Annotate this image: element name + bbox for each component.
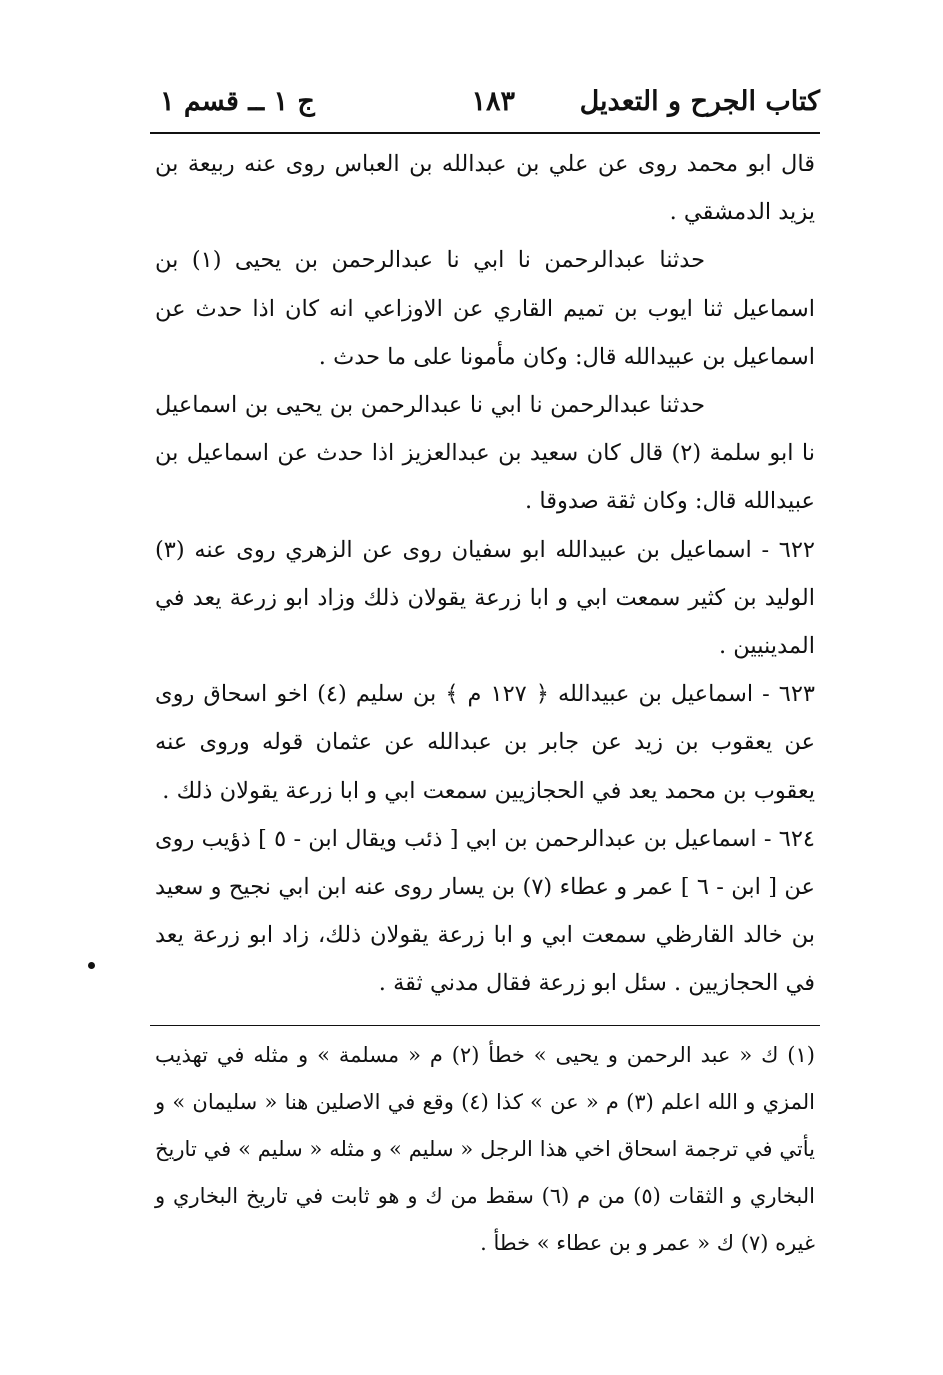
footnotes-text: (١) ك « عبد الرحمن و يحيى » خطأ (٢) م « مسلمة » و مثله في تهذيب المزي و الله اعلم (٣) م « عن » كذا (٤) وقع في الاصلين هنا « سليمان » و يأتي في ترجمة اسحاق اخي هذا الرجل « سليم » و مثله « سليم » في تاريخ البخاري و الثقات (٥) من م (٦) سقط من ك و هو ثابت في تاريخ البخاري و غيره (٧) ك « عمر و بن عطاء » خطأ . <box>155 1043 816 1255</box>
paragraph-hadith-2: حدثنا عبدالرحمن نا ابي نا عبدالرحمن بن يحيى بن اسماعيل نا ابو سلمة (٢) قال كان سعيد بن عبدالعزيز اذا حدث عن اسماعيل بن عبيدالله قال: وكان ثقة صدوقا . <box>155 392 815 515</box>
paragraph-hadith-1: حدثنا عبدالرحمن نا ابي نا عبدالرحمن بن يحيى (١) بن اسماعيل ثنا ايوب بن تميم القاري عن الاوزاعي انه كان اذا حدث عن اسماعيل بن عبيدالله قال: وكان مأمونا على ما حدث . <box>155 247 815 370</box>
main-text <box>155 140 815 1008</box>
entry-622: ٦٢٢ - اسماعيل بن عبيدالله ابو سفيان روى عن الزهري روى عنه (٣) الوليد بن كثير سمعت ابي و ابا زرعة يقولان ذلك وزاد ابو زرعة يعد في المدينيين . <box>155 536 815 660</box>
paragraph-intro: قال ابو محمد روى عن علي بن عبدالله بن العباس روى عنه ربيعة بن يزيد الدمشقي . <box>155 151 815 226</box>
margin-mark <box>88 962 95 969</box>
footnote-rule <box>150 1025 820 1026</box>
book-title: كتاب الجرح و التعديل <box>579 86 820 117</box>
page-number: ١٨٣ <box>471 86 515 117</box>
entry-624: ٦٢٤ - اسماعيل بن عبدالرحمن بن ابي [ ذئب ويقال ابن - ٥ ] ذؤيب روى عن [ ابن - ٦ ] عمر و عطاء (٧) بن يسار روى عنه ابن ابي نجيح و سعيد بن خالد القارظي سمعت ابي و ابا زرعة يقولان ذلك، زاد ابو زرعة يعد في الحجازيين . سئل ابو زرعة فقال مدني ثقة . <box>155 825 815 997</box>
footnotes <box>155 1032 815 1267</box>
header-rule <box>150 132 820 134</box>
running-header <box>150 78 820 128</box>
entry-623: ٦٢٣ - اسماعيل بن عبيدالله ﴿ ١٢٧ م ﴾ بن سليم (٤) اخو اسحاق روى عن يعقوب بن زيد عن جابر بن عبدالله عن عثمان قوله وروى عنه يعقوب بن محمد يعد في الحجازيين سمعت ابي و ابا زرعة يقولان ذلك . <box>155 681 815 804</box>
volume-label: ج ١ ــ قسم ١ <box>160 86 315 117</box>
